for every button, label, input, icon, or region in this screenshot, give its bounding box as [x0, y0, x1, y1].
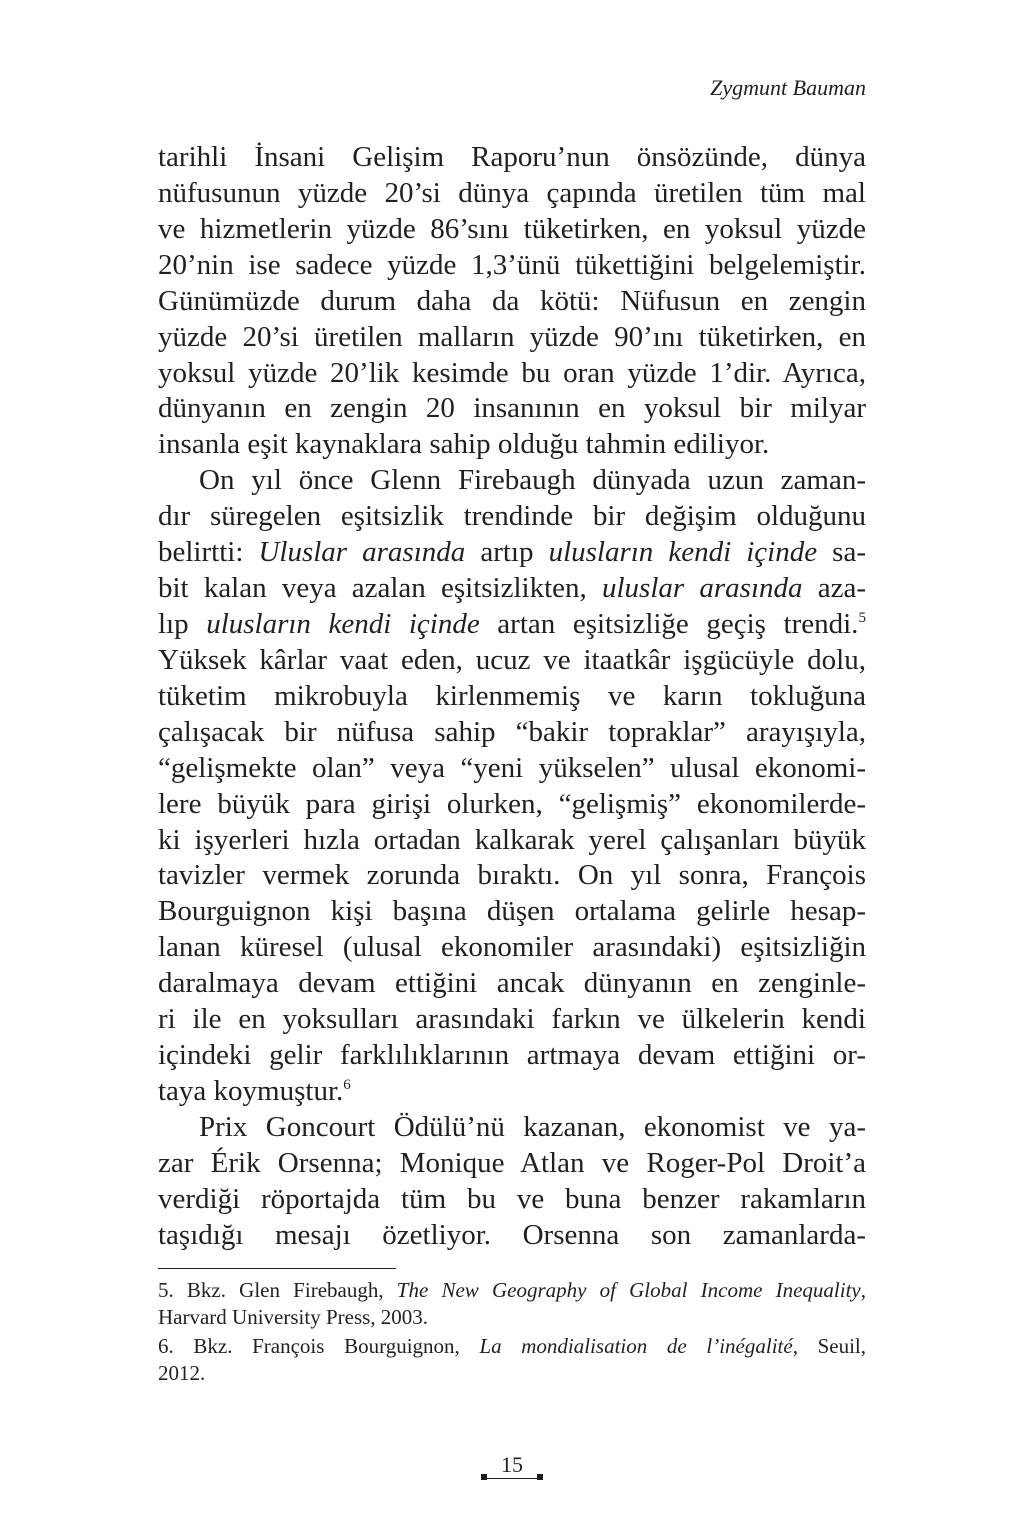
text-line [158, 140, 866, 176]
text-line [158, 1360, 866, 1387]
text-segment: On yıl önce Glenn Firebaugh dünyada uzun zaman- [199, 464, 866, 497]
text-segment: sa- [817, 536, 866, 569]
text-segment: Yüksek kârlar vaat eden, ucuz ve itaatkâr işgücüyle dolu, [158, 643, 866, 676]
italic-text: The New Geography of Global Income Inequality [396, 1278, 861, 1302]
text-segment: ki işyerleri hızla ortadan kalkarak yerel çalışanları büyük [158, 823, 866, 856]
text-segment: zar Érik Orsenna; Monique Atlan ve Roger-Pol Droit’a [158, 1146, 866, 1179]
text-segment: nüfusunun yüzde 20’si dünya çapında üretilen tüm mal [158, 176, 866, 209]
text-segment: ri ile en yoksulları arasındaki farkın ve ülkelerin kendi [158, 1003, 866, 1036]
text-segment: tarihli İnsani Gelişim Raporu’nun önsözünde, dünya [158, 141, 866, 173]
footnote-rule [158, 1268, 396, 1269]
italic-text: uluslar arasında [601, 572, 803, 605]
text-line [158, 1218, 866, 1254]
text-segment: lere büyük para girişi olurken, “gelişmiş” ekonomilerde- [158, 787, 866, 820]
text-line [158, 571, 866, 607]
text-line [158, 1110, 866, 1146]
text-line [158, 427, 866, 463]
paragraph [158, 463, 866, 1110]
text-segment: insanla eşit kaynaklara sahip olduğu tahmin ediliyor. [158, 428, 770, 461]
text-line [158, 966, 866, 1002]
text-line [158, 1146, 866, 1182]
page-number-container [0, 1452, 1024, 1479]
text-line [158, 894, 866, 930]
text-line [158, 858, 866, 894]
italic-text: ulusların kendi içinde [548, 536, 818, 569]
text-line [158, 356, 866, 392]
text-line [158, 751, 866, 787]
footnote-ref: 5 [858, 609, 866, 626]
text-line [158, 1304, 866, 1331]
text-segment: 6. Bkz. François Bourguignon, [158, 1334, 480, 1358]
text-segment: yoksul yüzde 20’lik kesimde bu oran yüzde 1’dir. Ayrıca, [158, 356, 866, 389]
text-segment: Günümüzde durum daha da kötü: Nüfusun en zengin [158, 284, 866, 317]
text-line [158, 787, 866, 823]
text-line [158, 320, 866, 356]
text-segment: belirtti: [158, 536, 259, 569]
text-line [158, 643, 866, 679]
text-segment: taşıdığı mesajı özetliyor. Orsenna son zamanlarda- [158, 1218, 866, 1251]
italic-text: Uluslar arasında [258, 536, 466, 569]
text-segment: 20’nin ise sadece yüzde 1,3’ünü tükettiğini belgelemiştir. [158, 248, 866, 281]
text-line [158, 1333, 866, 1360]
text-line [158, 212, 866, 248]
text-segment: “gelişmekte olan” veya “yeni yükselen” ulusal ekonomi- [158, 751, 866, 784]
text-line [158, 1002, 866, 1038]
text-segment: daralmaya devam ettiğini ancak dünyanın en zenginle- [158, 967, 866, 1000]
text-line [158, 679, 866, 715]
text-line [158, 1182, 866, 1218]
text-segment: Bourguignon kişi başına düşen ortalama gelirle hesap- [158, 895, 866, 928]
text-segment: , [860, 1278, 866, 1302]
italic-text: La mondialisation de l’inégalité [479, 1334, 793, 1358]
paragraph [158, 140, 866, 463]
text-line [158, 535, 866, 571]
paragraph [158, 1110, 866, 1254]
text-segment: taya koymuştur. [158, 1074, 344, 1107]
text-line [158, 499, 866, 535]
text-segment: Harvard University Press, 2003. [158, 1305, 429, 1329]
text-segment: içindeki gelir farklılıklarının artmaya devam ettiğini or- [158, 1039, 866, 1072]
text-line [158, 930, 866, 966]
text-line [158, 463, 866, 499]
text-line [158, 284, 866, 320]
text-line [158, 823, 866, 859]
text-line [158, 1038, 866, 1074]
footnote [158, 1333, 866, 1387]
text-segment: artan eşitsizliğe geçiş trendi. [479, 607, 859, 640]
running-head-author: Zygmunt Bauman [710, 75, 866, 100]
text-line [158, 607, 866, 643]
text-segment: dır süregelen eşitsizlik trendinde bir değişim olduğunu [158, 500, 866, 533]
text-line [158, 1277, 866, 1304]
footnote [158, 1277, 866, 1331]
text-line [158, 248, 866, 284]
footnote-ref: 6 [343, 1076, 351, 1093]
text-line [158, 715, 866, 751]
text-segment: 5. Bkz. Glen Firebaugh, [158, 1278, 397, 1302]
body-text [158, 140, 866, 1254]
text-segment: yüzde 20’si üretilen malların yüzde 90’ını tüketirken, en [158, 320, 866, 353]
footnotes [158, 1277, 866, 1387]
text-segment: çalışacak bir nüfusa sahip “bakir topraklar” arayışıyla, [158, 715, 866, 748]
text-segment: dünyanın en zengin 20 insanının en yoksul bir milyar [158, 392, 866, 425]
page-number: 15 [481, 1452, 543, 1479]
text-line [158, 176, 866, 212]
text-segment: tavizler vermek zorunda bıraktı. On yıl sonra, François [158, 859, 866, 892]
italic-text: ulusların kendi içinde [206, 607, 480, 640]
text-segment: tüketim mikrobuyla kirlenmemiş ve karın tokluğuna [158, 679, 866, 712]
text-segment: artıp [465, 536, 549, 569]
text-segment: , Seuil, [792, 1334, 866, 1358]
text-segment: 2012. [158, 1361, 206, 1385]
text-segment: bit kalan veya azalan eşitsizlikten, [158, 572, 602, 605]
text-segment: aza- [802, 572, 866, 605]
text-line [158, 1074, 866, 1110]
text-line [158, 391, 866, 427]
text-segment: lıp [158, 607, 207, 640]
text-segment: ve hizmetlerin yüzde 86’sını tüketirken, en yoksul yüzde [158, 212, 866, 245]
text-segment: verdiği röportajda tüm bu ve buna benzer rakamların [158, 1182, 866, 1215]
text-segment: Prix Goncourt Ödülü’nü kazanan, ekonomist ve ya- [199, 1110, 866, 1143]
text-segment: lanan küresel (ulusal ekonomiler arasındaki) eşitsizliğin [158, 931, 866, 964]
